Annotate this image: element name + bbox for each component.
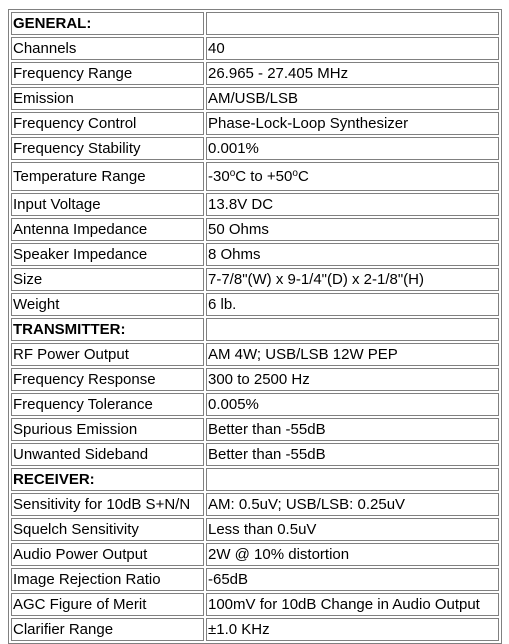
spec-value: Phase-Lock-Loop Synthesizer <box>206 112 499 135</box>
table-row <box>11 618 499 641</box>
spec-value: 50 Ohms <box>206 218 499 241</box>
table-row <box>11 218 499 241</box>
table-row <box>11 343 499 366</box>
table-row <box>11 112 499 135</box>
spec-label: Frequency Stability <box>11 137 204 160</box>
spec-label: AGC Figure of Merit <box>11 593 204 616</box>
section-header: RECEIVER: <box>11 468 204 491</box>
spec-value: 6 lb. <box>206 293 499 316</box>
degree-mark: o <box>229 168 236 179</box>
spec-label: Clarifier Range <box>11 618 204 641</box>
spec-label: Image Rejection Ratio <box>11 568 204 591</box>
spec-label: RF Power Output <box>11 343 204 366</box>
temp-low: -30 <box>208 168 230 185</box>
table-row <box>11 87 499 110</box>
spec-value: Better than -55dB <box>206 418 499 441</box>
spec-value: 13.8V DC <box>206 193 499 216</box>
spec-label: Speaker Impedance <box>11 243 204 266</box>
table-row <box>11 443 499 466</box>
table-row <box>11 368 499 391</box>
table-row <box>11 293 499 316</box>
table-row <box>11 568 499 591</box>
spec-label: Squelch Sensitivity <box>11 518 204 541</box>
specs-table-container <box>8 9 502 644</box>
table-row <box>11 243 499 266</box>
spec-value: 7-7/8"(W) x 9-1/4"(D) x 2-1/8"(H) <box>206 268 499 291</box>
spec-value: AM 4W; USB/LSB 12W PEP <box>206 343 499 366</box>
temp-unit: C <box>297 168 309 185</box>
spec-value: Better than -55dB <box>206 443 499 466</box>
spec-value: Less than 0.5uV <box>206 518 499 541</box>
spec-label: Unwanted Sideband <box>11 443 204 466</box>
spec-label: Temperature Range <box>11 162 204 191</box>
table-row <box>11 543 499 566</box>
spec-value: AM/USB/LSB <box>206 87 499 110</box>
spec-value: ±1.0 KHz <box>206 618 499 641</box>
spec-label: Size <box>11 268 204 291</box>
spec-value <box>206 468 499 491</box>
table-row <box>11 62 499 85</box>
section-row-receiver <box>11 468 499 491</box>
degree-mark: o <box>292 168 298 179</box>
spec-value: 300 to 2500 Hz <box>206 368 499 391</box>
spec-value: 26.965 - 27.405 MHz <box>206 62 499 85</box>
spec-label: Antenna Impedance <box>11 218 204 241</box>
table-row <box>11 162 499 191</box>
table-row <box>11 493 499 516</box>
table-row <box>11 37 499 60</box>
spec-value <box>206 12 499 35</box>
spec-label: Audio Power Output <box>11 543 204 566</box>
spec-value: AM: 0.5uV; USB/LSB: 0.25uV <box>206 493 499 516</box>
table-row <box>11 418 499 441</box>
spec-value: 0.005% <box>206 393 499 416</box>
section-row-general <box>11 12 499 35</box>
spec-label: Frequency Tolerance <box>11 393 204 416</box>
section-header: TRANSMITTER: <box>11 318 204 341</box>
specifications-table <box>8 9 502 644</box>
temp-mid: C to +50 <box>235 168 293 185</box>
spec-value: 8 Ohms <box>206 243 499 266</box>
spec-value: 100mV for 10dB Change in Audio Output <box>206 593 499 616</box>
spec-value <box>206 318 499 341</box>
section-row-transmitter <box>11 318 499 341</box>
table-row <box>11 193 499 216</box>
spec-value: 40 <box>206 37 499 60</box>
spec-label: Frequency Control <box>11 112 204 135</box>
spec-label: Frequency Response <box>11 368 204 391</box>
section-header: GENERAL: <box>11 12 204 35</box>
spec-value-temperature <box>206 162 499 191</box>
spec-value: 0.001% <box>206 137 499 160</box>
table-row <box>11 137 499 160</box>
spec-label: Spurious Emission <box>11 418 204 441</box>
table-row <box>11 268 499 291</box>
spec-label: Weight <box>11 293 204 316</box>
spec-label: Emission <box>11 87 204 110</box>
spec-label: Input Voltage <box>11 193 204 216</box>
table-row <box>11 518 499 541</box>
spec-value: 2W @ 10% distortion <box>206 543 499 566</box>
spec-label: Channels <box>11 37 204 60</box>
table-row <box>11 593 499 616</box>
table-row <box>11 393 499 416</box>
spec-value: -65dB <box>206 568 499 591</box>
spec-label: Frequency Range <box>11 62 204 85</box>
spec-label: Sensitivity for 10dB S+N/N <box>11 493 204 516</box>
